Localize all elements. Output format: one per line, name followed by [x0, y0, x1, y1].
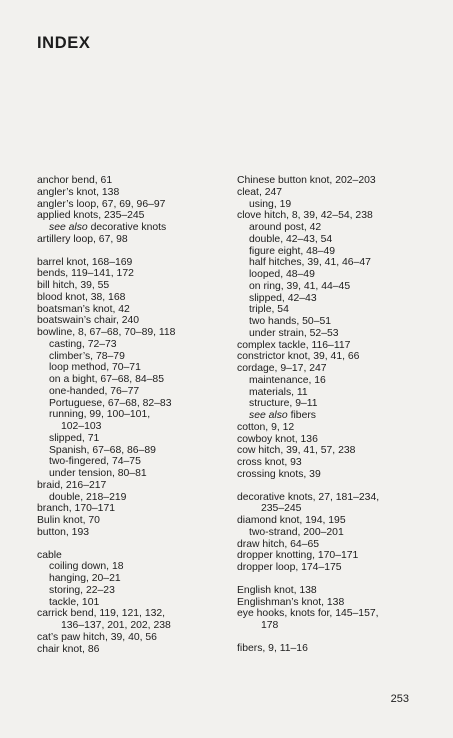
index-entry: [37, 445, 222, 457]
index-entry: [237, 340, 437, 352]
index-entry-text: cross knot, 93: [237, 457, 302, 468]
index-entry: [237, 503, 437, 515]
section-gap: [37, 246, 222, 257]
index-entry: [37, 339, 222, 351]
index-entry-text: blood knot, 38, 168: [37, 291, 126, 303]
index-entry: [37, 175, 222, 187]
index-entry-text: chair knot, 86: [37, 643, 100, 655]
index-entry: [237, 293, 437, 305]
index-entry-text: cow hitch, 39, 41, 57, 238: [237, 445, 356, 457]
index-entry-text: barrel knot, 168–169: [37, 256, 133, 268]
index-entry: [37, 503, 222, 515]
index-entry-text: under strain, 52–53: [249, 327, 339, 339]
index-entry: [237, 269, 437, 281]
index-entry: [237, 410, 437, 422]
index-entry: [37, 210, 222, 222]
index-entry: [237, 492, 437, 504]
index-entry-text: figure eight, 48–49: [249, 245, 336, 257]
index-entry: [237, 445, 437, 457]
index-entry: [237, 469, 437, 481]
index-entry-text: cleat, 247: [237, 186, 283, 198]
index-entry-text: bowline, 8, 67–68, 70–89, 118: [37, 327, 176, 338]
index-entry: [237, 398, 437, 410]
index-entry: [37, 608, 222, 620]
index-entry: [37, 644, 222, 656]
index-entry-text: using, 19: [249, 198, 292, 210]
index-entry: [37, 386, 222, 398]
index-entry-text: triple, 54: [249, 304, 289, 316]
index-entry: [37, 585, 222, 597]
index-entry: [237, 210, 437, 222]
index-entry: [37, 573, 222, 585]
index-entry: [237, 434, 437, 446]
page-number: 253: [390, 693, 409, 705]
index-entry: [237, 316, 437, 328]
index-entry-text: English knot, 138: [237, 584, 317, 596]
index-entry-text: decorative knots: [90, 222, 167, 233]
index-entry-text: double, 218–219: [49, 491, 127, 503]
index-entry-text: two-fingered, 74–75: [49, 456, 141, 468]
index-entry-text: 136–137, 201, 202, 238: [61, 620, 171, 631]
index-entry: [237, 304, 437, 316]
index-entry: [37, 374, 222, 386]
index-entry: [37, 292, 222, 304]
see-also-label: see also: [249, 410, 288, 421]
index-entry-text: button, 193: [37, 526, 89, 538]
index-entry-text: angler’s knot, 138: [37, 186, 120, 198]
index-entry: [37, 480, 222, 492]
index-entry: [237, 585, 437, 597]
index-entry: [37, 327, 222, 339]
index-entry: [37, 527, 222, 539]
index-entry: [37, 632, 222, 644]
section-gap: [237, 481, 437, 492]
index-entry: [237, 527, 437, 539]
index-entry-text: Portuguese, 67–68, 82–83: [49, 397, 172, 409]
index-entry-text: cat’s paw hitch, 39, 40, 56: [37, 631, 157, 643]
index-entry: [37, 187, 222, 199]
index-entry: [37, 421, 222, 433]
index-entry: [237, 199, 437, 211]
index-entry-text: draw hitch, 64–65: [237, 538, 320, 550]
index-entry: [237, 620, 437, 632]
index-entry: [37, 597, 222, 609]
index-entry: [37, 561, 222, 573]
index-entry-text: 102–103: [61, 421, 102, 432]
index-entry-text: bill hitch, 39, 55: [37, 280, 110, 291]
index-entry-text: looped, 48–49: [249, 269, 315, 280]
index-entry-text: slipped, 42–43: [249, 292, 317, 304]
index-entry: [237, 562, 437, 574]
index-entry-text: Englishman’s knot, 138: [237, 596, 345, 608]
index-entry-text: anchor bend, 61: [37, 175, 113, 186]
index-entry-text: two hands, 50–51: [249, 316, 332, 327]
index-entry-text: fibers: [290, 410, 317, 421]
index-entry: [237, 175, 437, 187]
index-entry-text: maintenance, 16: [249, 374, 326, 386]
index-entry: [37, 268, 222, 280]
index-entry-text: 178: [261, 620, 279, 631]
index-entry-text: double, 42–43, 54: [249, 233, 333, 245]
index-entry: [37, 409, 222, 421]
index-entry-text: diamond knot, 194, 195: [237, 515, 346, 526]
index-entry-text: structure, 9–11: [249, 398, 318, 410]
index-entry-text: one-handed, 76–77: [49, 385, 140, 397]
section-gap: [237, 574, 437, 585]
index-entry: [237, 363, 437, 375]
index-entry: [237, 187, 437, 199]
index-entry: [37, 515, 222, 527]
index-entry-text: on a bight, 67–68, 84–85: [49, 374, 164, 385]
index-entry: [237, 257, 437, 269]
index-entry-text: 235–245: [261, 503, 302, 515]
index-entry-text: applied knots, 235–245: [37, 210, 145, 222]
index-entry-text: boatsman’s knot, 42: [37, 303, 130, 315]
index-entry-text: tackle, 101: [49, 596, 100, 608]
index-entry-text: complex tackle, 116–117: [237, 339, 351, 351]
index-entry: [237, 234, 437, 246]
index-entry-text: dropper loop, 174–175: [237, 562, 342, 573]
index-entry: [37, 468, 222, 480]
index-entry-text: cotton, 9, 12: [237, 421, 295, 433]
index-entry: [37, 620, 222, 632]
index-entry-text: branch, 170–171: [37, 503, 115, 515]
index-entry: [37, 351, 222, 363]
index-entry-text: bends, 119–141, 172: [37, 268, 134, 280]
section-gap: [237, 632, 437, 643]
index-entry-text: crossing knots, 39: [237, 468, 321, 480]
index-entry-text: braid, 216–217: [37, 479, 107, 491]
index-entry-text: carrick bend, 119, 121, 132,: [37, 608, 166, 620]
index-entry-text: cowboy knot, 136: [237, 433, 318, 445]
index-entry: [237, 351, 437, 363]
index-entry: [37, 433, 222, 445]
index-entry: [237, 222, 437, 234]
index-entry: [37, 492, 222, 504]
index-entry-text: cable: [37, 549, 62, 561]
index-entry-text: two-strand, 200–201: [249, 526, 344, 538]
index-entry: [237, 643, 437, 655]
index-entry-text: boatswain’s chair, 240: [37, 315, 140, 327]
index-entry-text: artillery loop, 67, 98: [37, 233, 128, 245]
index-entry: [37, 199, 222, 211]
index-entry: [37, 315, 222, 327]
index-entry-text: loop method, 70–71: [49, 362, 141, 374]
index-entry: [237, 422, 437, 434]
index-entry: [37, 362, 222, 374]
index-entry-text: storing, 22–23: [49, 584, 115, 596]
index-entry: [237, 387, 437, 399]
index-entry-text: eye hooks, knots for, 145–157,: [237, 608, 379, 620]
index-entry-text: on ring, 39, 41, 44–45: [249, 280, 351, 292]
index-entry: [237, 375, 437, 387]
index-entry-text: Chinese button knot, 202–203: [237, 175, 376, 186]
index-entry: [237, 539, 437, 551]
see-also-label: see also: [49, 222, 88, 233]
index-entry-text: fibers, 9, 11–16: [237, 642, 308, 654]
index-entry: [237, 550, 437, 562]
index-entry-text: cordage, 9–17, 247: [237, 363, 327, 374]
index-entry-text: dropper knotting, 170–171: [237, 550, 359, 562]
index-entry: [37, 257, 222, 269]
index-entry: [237, 281, 437, 293]
index-entry: [37, 398, 222, 410]
index-column-right: [237, 175, 437, 655]
index-entry-text: slipped, 71: [49, 432, 100, 444]
index-entry: [237, 246, 437, 258]
index-entry-text: hanging, 20–21: [49, 573, 121, 584]
index-entry-text: running, 99, 100–101,: [49, 409, 151, 421]
index-entry-text: around post, 42: [249, 222, 322, 233]
index-entry: [37, 222, 222, 234]
index-entry-text: under tension, 80–81: [49, 468, 147, 479]
index-entry-text: coiling down, 18: [49, 561, 124, 573]
index-entry-text: clove hitch, 8, 39, 42–54, 238: [237, 210, 373, 222]
index-entry-text: constrictor knot, 39, 41, 66: [237, 351, 360, 363]
index-entry: [37, 456, 222, 468]
index-entry-text: half hitches, 39, 41, 46–47: [249, 257, 371, 269]
index-entry: [37, 234, 222, 246]
index-entry: [237, 328, 437, 340]
index-entry-text: Spanish, 67–68, 86–89: [49, 444, 156, 456]
section-gap: [37, 539, 222, 550]
index-entry: [37, 304, 222, 316]
index-entry: [37, 280, 222, 292]
page-title: INDEX: [37, 34, 91, 52]
index-entry-text: Bulin knot, 70: [37, 515, 100, 526]
index-entry-text: climber’s, 78–79: [49, 350, 125, 362]
index-entry: [237, 515, 437, 527]
index-column-left: [37, 175, 222, 655]
index-entry-text: casting, 72–73: [49, 338, 117, 350]
index-entry: [237, 457, 437, 469]
index-entry-text: angler’s loop, 67, 69, 96–97: [37, 198, 166, 210]
index-entry-text: materials, 11: [249, 386, 308, 398]
index-entry-text: decorative knots, 27, 181–234,: [237, 491, 380, 503]
index-entry: [237, 608, 437, 620]
index-entry: [37, 550, 222, 562]
index-entry: [237, 597, 437, 609]
